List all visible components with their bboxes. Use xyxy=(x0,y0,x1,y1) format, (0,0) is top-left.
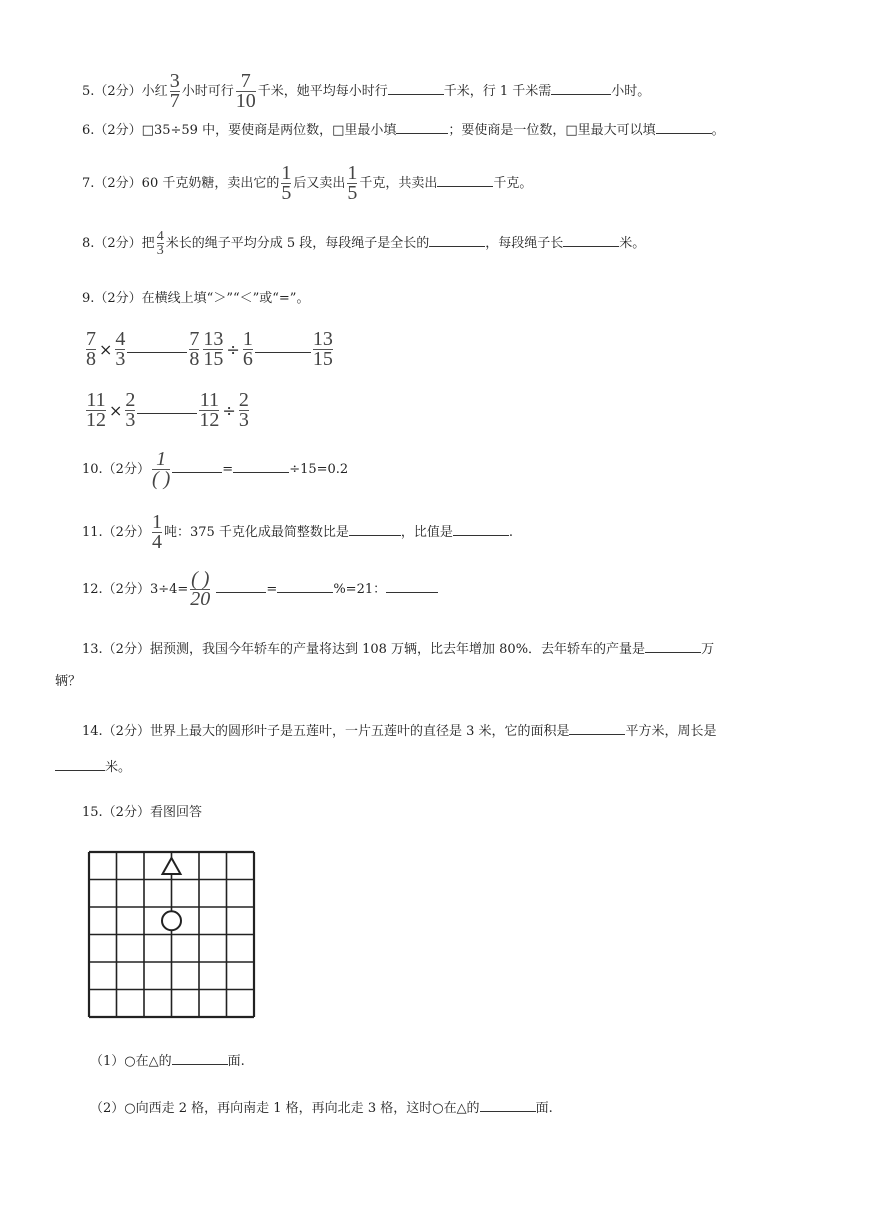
answer-blank[interactable] xyxy=(656,121,712,134)
answer-blank[interactable] xyxy=(127,340,187,353)
q9-row-1 xyxy=(84,330,335,369)
q9-row-2 xyxy=(84,391,251,430)
q5-text: 千米，行 1 千米需 xyxy=(443,84,552,99)
triangle-marker xyxy=(163,858,181,874)
answer-blank[interactable] xyxy=(137,401,197,414)
answer-blank[interactable] xyxy=(386,580,438,593)
q6-text: ；要使商是一位数，□里最大可以填 xyxy=(448,123,656,138)
q13-text: 万 xyxy=(701,642,715,657)
q5-text: 小时可行 xyxy=(181,84,234,99)
q11-text: ，比值是 xyxy=(400,525,453,540)
question-14-line-2 xyxy=(55,758,131,776)
q7-text: 千克。 xyxy=(493,176,533,191)
fraction: $\frac{1}{4}$ xyxy=(151,511,162,553)
fraction: $\frac{13}{15}$ xyxy=(203,328,224,370)
q9-text: 9.（2分）在横线上填“＞”“＜”或“=”。 xyxy=(82,291,310,306)
fraction: $\frac{4}{3}$ xyxy=(115,328,126,370)
fraction: $\frac{7}{8}$ xyxy=(189,328,200,370)
fraction: $\frac{1}{6}$ xyxy=(242,328,253,370)
q14-text: 米。 xyxy=(105,760,132,775)
answer-blank[interactable] xyxy=(437,174,493,187)
fraction: $\frac{11}{12}$ xyxy=(199,389,220,431)
q15-text: 面. xyxy=(535,1101,553,1116)
fraction: $\frac{1}{5}$ xyxy=(347,162,358,204)
q6-text: 6.（2分）□35÷59 中，要使商是两位数，□里最小填 xyxy=(82,123,397,138)
q7-text: 后又卖出 xyxy=(293,176,346,191)
answer-blank[interactable] xyxy=(55,758,105,771)
q12-text: %=21： xyxy=(333,582,387,597)
question-15-sub-2 xyxy=(90,1099,553,1117)
q13-text: 辆？ xyxy=(55,674,82,689)
q8-text: ，每段绳子长 xyxy=(485,236,564,251)
fraction: $\frac{2}{3}$ xyxy=(125,389,136,431)
q7-text: 千克，共卖出 xyxy=(359,176,438,191)
q10-text: 10.（2分） xyxy=(82,462,150,477)
answer-blank[interactable] xyxy=(551,82,611,95)
fraction: $\frac{13}{15}$ xyxy=(312,328,333,370)
question-12 xyxy=(82,570,438,609)
fraction: $\frac{3}{7}$ xyxy=(169,70,180,112)
fraction: $\frac{11}{12}$ xyxy=(86,389,106,431)
position-grid xyxy=(86,849,258,1025)
q8-text: 8.（2分）把 xyxy=(82,236,155,251)
question-9 xyxy=(82,291,309,307)
grid-figure xyxy=(86,849,258,1021)
answer-blank[interactable] xyxy=(277,580,333,593)
fraction: $\frac{1}{5}$ xyxy=(281,162,292,204)
question-15 xyxy=(82,805,202,821)
divide-sign: ÷ xyxy=(222,400,236,420)
question-11 xyxy=(82,513,513,552)
q5-text: 千米，她平均每小时行 xyxy=(257,84,388,99)
fraction: $\frac{( )}{20}$ xyxy=(190,568,211,610)
fraction: $\frac{1}{( )}$ xyxy=(151,448,171,490)
q15-text: （1）○在△的 xyxy=(90,1054,172,1069)
q11-text: 11.（2分） xyxy=(82,525,150,540)
question-10 xyxy=(82,450,348,489)
q12-text: = xyxy=(266,582,278,597)
q13-text: 13.（2分）据预测，我国今年轿车的产量将达到 108 万辆，比去年增加 80%．去年轿车的产量是 xyxy=(82,642,646,657)
answer-blank[interactable] xyxy=(563,234,619,247)
answer-blank[interactable] xyxy=(349,523,401,536)
q14-text: 平方米，周长是 xyxy=(625,724,717,739)
fraction: $\frac{4}{3}$ xyxy=(156,229,164,258)
question-13 xyxy=(82,640,714,658)
fraction: $\frac{2}{3}$ xyxy=(238,389,249,431)
q15-title: 15.（2分）看图回答 xyxy=(82,805,202,820)
question-5 xyxy=(82,72,650,111)
divide-sign: ÷ xyxy=(226,339,240,359)
fraction: $\frac{7}{8}$ xyxy=(86,328,96,370)
question-8 xyxy=(82,230,645,257)
q15-text: 面. xyxy=(227,1054,245,1069)
q7-text: 7.（2分）60 千克奶糖，卖出它的 xyxy=(82,176,280,191)
q15-text: （2）○向西走 2 格，再向南走 1 格，再向北走 3 格，这时○在△的 xyxy=(90,1101,480,1116)
answer-blank[interactable] xyxy=(388,82,444,95)
q5-text-pre: 5.（2分）小红 xyxy=(82,84,168,99)
q10-text: = xyxy=(222,462,234,477)
answer-blank[interactable] xyxy=(645,640,701,653)
answer-blank[interactable] xyxy=(233,460,289,473)
times-sign: × xyxy=(99,339,113,359)
question-6 xyxy=(82,121,725,139)
q8-text: 米长的绳子平均分成 5 段，每段绳子是全长的 xyxy=(165,236,430,251)
q8-text: 米。 xyxy=(619,236,646,251)
q11-text: . xyxy=(508,525,514,540)
question-13-line-2 xyxy=(55,674,81,690)
circle-marker xyxy=(162,911,181,930)
answer-blank[interactable] xyxy=(480,1099,536,1112)
q5-text: 小时。 xyxy=(611,84,651,99)
question-15-sub-1 xyxy=(90,1052,245,1070)
answer-blank[interactable] xyxy=(172,460,222,473)
q10-text: ÷15=0.2 xyxy=(289,462,349,477)
question-14 xyxy=(82,722,717,740)
fraction: $\frac{7}{10}$ xyxy=(235,70,256,112)
answer-blank[interactable] xyxy=(396,121,448,134)
answer-blank[interactable] xyxy=(453,523,509,536)
q14-text: 14.（2分）世界上最大的圆形叶子是五莲叶，一片五莲叶的直径是 3 米，它的面积是 xyxy=(82,724,570,739)
question-7 xyxy=(82,164,532,203)
answer-blank[interactable] xyxy=(172,1052,228,1065)
answer-blank[interactable] xyxy=(429,234,485,247)
q12-text: 12.（2分）3÷4= xyxy=(82,582,189,597)
q11-text: 吨：375 千克化成最简整数比是 xyxy=(163,525,349,540)
answer-blank[interactable] xyxy=(569,722,625,735)
answer-blank[interactable] xyxy=(216,580,266,593)
times-sign: × xyxy=(109,400,123,420)
answer-blank[interactable] xyxy=(255,340,311,353)
q6-text: 。 xyxy=(711,123,725,138)
